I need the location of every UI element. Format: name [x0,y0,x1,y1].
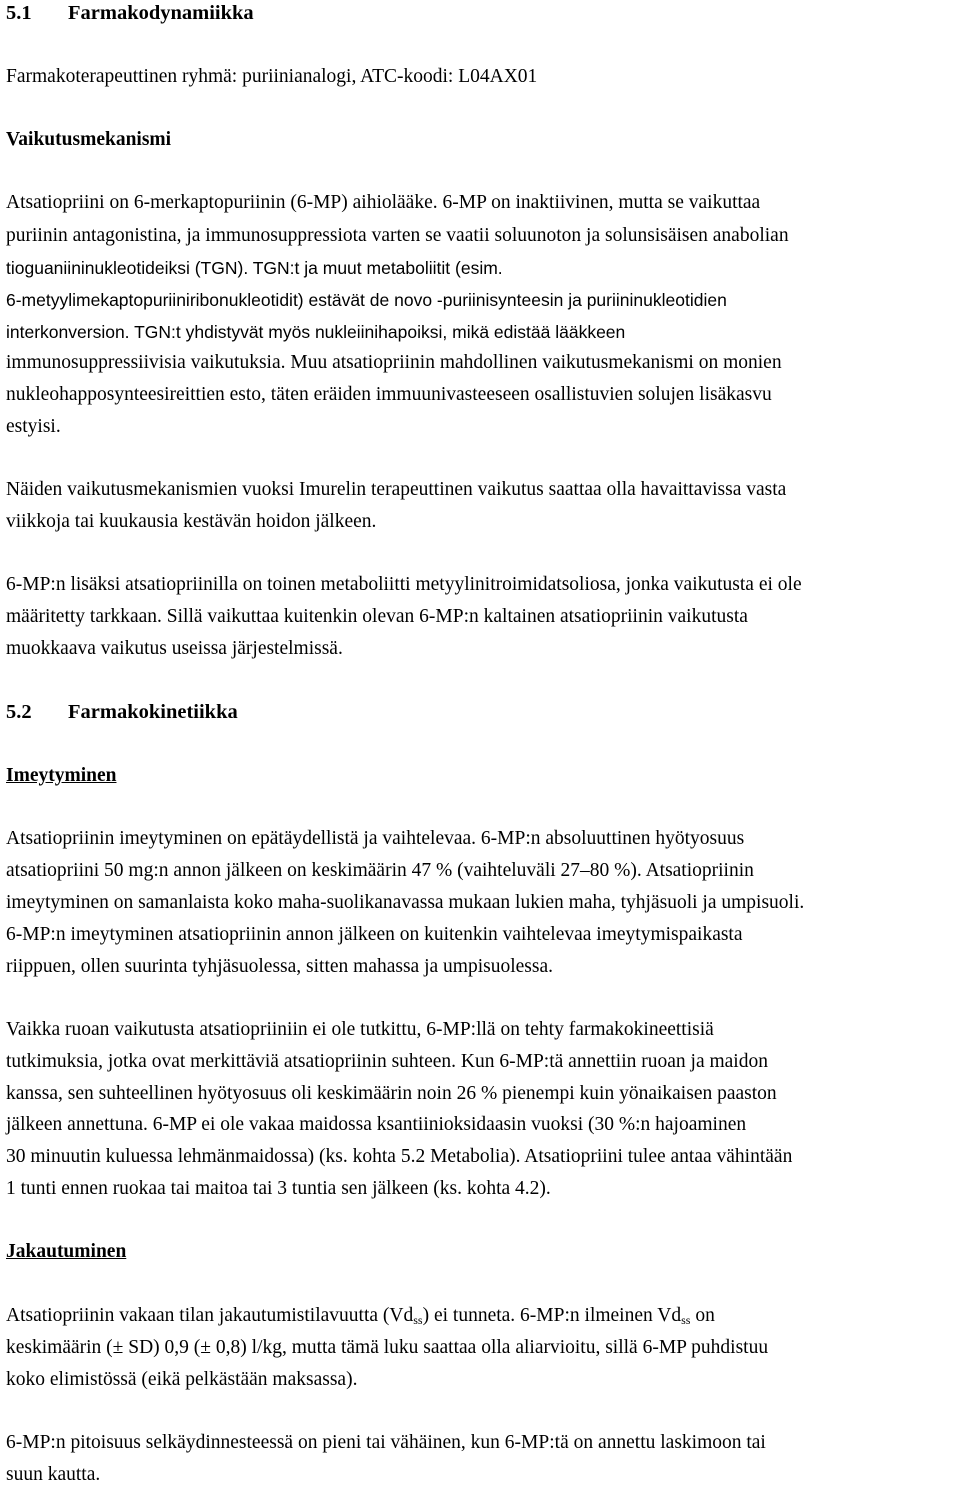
mechanism-heading: Vaikutusmekanismi [6,129,172,150]
paragraph-line: Atsatiopriinin imeytyminen on epätäydellistä ja vaihtelevaa. 6-MP:n absoluuttinen hyötyosuus [6,828,745,849]
paragraph-line: määritetty tarkkaan. Sillä vaikuttaa kuitenkin olevan 6-MP:n kaltainen atsatiopriinin vaikutusta [6,606,748,627]
section-title: Farmakodynamiikka [68,2,254,24]
paragraph-line: Atsatiopriini on 6-merkaptopuriinin (6-MP) aihiolääke. 6-MP on inaktiivinen, mutta se vaikuttaa [6,192,761,213]
section-5-1-heading [6,1,254,25]
paragraph-line: muokkaava vaikutus useissa järjestelmissä. [6,638,343,659]
text-run: on [690,1305,715,1326]
paragraph-line: koko elimistössä (eikä pelkästään maksassa). [6,1369,358,1390]
paragraph-line: tioguaniininukleotideiksi (TGN). TGN:t ja muut metaboliitit (esim. [6,258,503,278]
paragraph-line: Näiden vaikutusmekanismien vuoksi Imurelin terapeuttinen vaikutus saattaa olla havaittavissa vasta [6,479,787,500]
paragraph-line: atsatiopriini 50 mg:n annon jälkeen on keskimäärin 47 % (vaihteluväli 27–80 %). Atsatiopriinin [6,860,754,881]
text-run: ) ei tunneta. 6-MP:n ilmeinen Vd [422,1305,682,1326]
subscript: ss [681,1313,691,1327]
paragraph-line: jälkeen annettuna. 6-MP ei ole vakaa maidossa ksantiinioksidaasin vuoksi (30 %:n hajoaminen [6,1114,747,1135]
paragraph-line: viikkoja tai kuukausia kestävän hoidon jälkeen. [6,511,377,532]
section-number: 5.2 [6,701,32,723]
paragraph-line: 1 tunti ennen ruokaa tai maitoa tai 3 tuntia sen jälkeen (ks. kohta 4.2). [6,1178,551,1199]
section-5-2-heading [6,700,238,724]
paragraph-line: immunosuppressiivisia vaikutuksia. Muu atsatiopriinin mahdollinen vaikutusmekanismi on monien [6,352,782,373]
pharmacotherapeutic-group: Farmakoterapeuttinen ryhmä: puriinianalogi, ATC-koodi: L04AX01 [6,66,538,87]
text-run: Atsatiopriinin vakaan tilan jakautumistilavuutta (Vd [6,1305,414,1326]
paragraph-line: tutkimuksia, jotka ovat merkittäviä atsatiopriinin suhteen. Kun 6-MP:tä annettiin ruoan ja maidon [6,1051,768,1072]
paragraph-line: riippuen, ollen suurinta tyhjäsuolessa, sitten mahassa ja umpisuolessa. [6,956,553,977]
paragraph-line: estyisi. [6,416,61,437]
paragraph-line: 6-MP:n pitoisuus selkäydinnesteessä on pieni tai vähäinen, kun 6-MP:tä on annettu laskimoon tai [6,1432,766,1453]
paragraph-line: 6-MP:n imeytyminen atsatiopriinin annon jälkeen on kuitenkin vaihtelevaa imeytymispaikasta [6,924,743,945]
absorption-heading: Imeytyminen [6,765,117,786]
section-title: Farmakokinetiikka [68,701,238,723]
paragraph-line: Vaikka ruoan vaikutusta atsatiopriiniin ei ole tutkittu, 6-MP:llä on tehty farmakokineettisiä [6,1019,714,1040]
paragraph-line: suun kautta. [6,1464,101,1485]
paragraph-line: nukleohapposynteesireittien esto, täten eräiden immuunivasteeseen osallistuvien solujen lisäkasvu [6,384,772,405]
paragraph-line: 6-MP:n lisäksi atsatiopriinilla on toinen metaboliitti metyylinitroimidatsoliosa, jonka vaikutusta ei ole [6,574,802,595]
section-number: 5.1 [6,2,32,24]
paragraph-line: keskimäärin (± SD) 0,9 (± 0,8) l/kg, mutta tämä luku saattaa olla aliarvioitu, sillä 6-MP puhdistuu [6,1337,769,1358]
paragraph-line: 30 minuutin kuluessa lehmänmaidossa) (ks. kohta 5.2 Metabolia). Atsatiopriini tulee antaa vähintään [6,1146,793,1167]
paragraph-line [6,1304,715,1328]
distribution-heading: Jakautuminen [6,1241,127,1262]
paragraph-line: puriinin antagonistina, ja immunosuppressiota varten se vaatii soluunoton ja solunsisäisen anabolian [6,225,789,246]
paragraph-line: imeytyminen on samanlaista koko maha-suolikanavassa mukaan lukien maha, tyhjäsuoli ja umpisuoli. [6,892,805,913]
paragraph-line: kanssa, sen suhteellinen hyötyosuus oli keskimäärin noin 26 % pienempi kuin yönaikaisen paaston [6,1083,777,1104]
paragraph-line: interkonversion. TGN:t yhdistyvät myös nukleiinihapoiksi, mikä edistää lääkkeen [6,322,626,342]
paragraph-line: 6-metyylimekaptopuriiniribonukleotidit) estävät de novo -puriinisynteesin ja puriininukleotidien [6,290,727,310]
subscript: ss [413,1313,423,1327]
